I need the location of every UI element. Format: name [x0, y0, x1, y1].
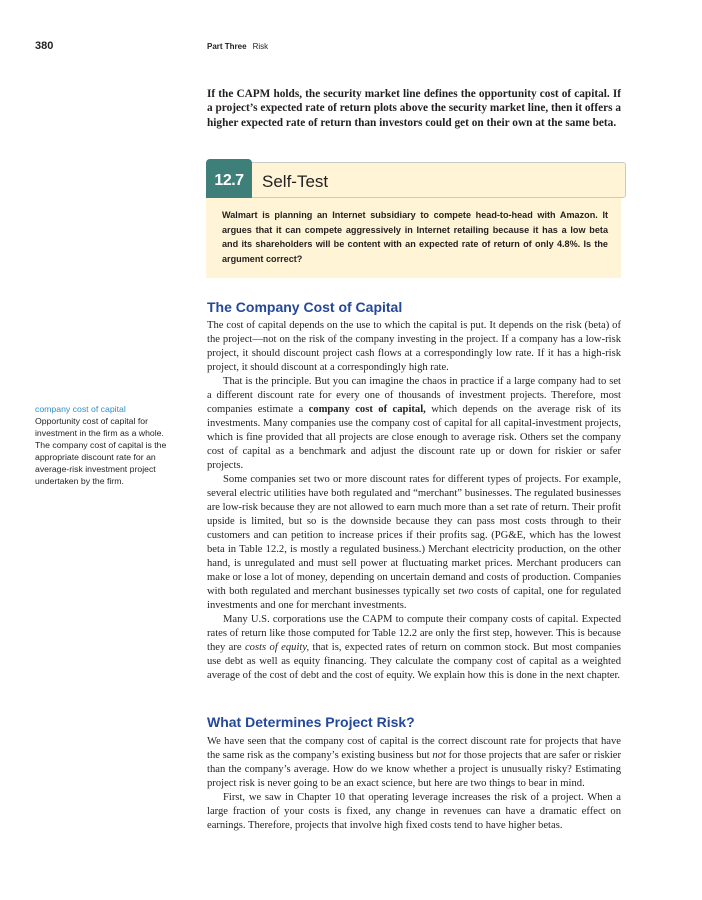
running-head: [207, 42, 268, 51]
emphasis: two: [458, 586, 474, 597]
section-heading-company-cost: The Company Cost of Capital: [207, 299, 403, 315]
page-header: [35, 40, 667, 54]
paragraph: The cost of capital depends on the use to which the capital is put. It depends on the risk (beta) of the project—not on the risk of the company investing in the project. If a company has a low-risk project, it should discount project cash flows at a correspondingly low rate. If it has a high-risk project, it should discount at a correspondingly high rate.: [207, 320, 621, 373]
paragraph: Many U.S. corporations use the CAPM to compute their company costs of capital. Expected rates of return like those computed for Table 12.2 are only the first step, however. This is because they are costs of equity, that is, expected rates of return on common stock. But most companies use debt as well as equity financing. They calculate the company cost of capital as a weighted average of the cost of debt and the cost of equity. We explain how this is done in the next chapter.: [207, 614, 621, 681]
page-number: 380: [35, 40, 54, 52]
paragraph: Some companies set two or more discount rates for different types of projects. For example, several electric utilities have both regulated and “merchant” businesses. The regulated businesses are low-risk because they are not allowed to earn much more than a set rate of return. Their profit upside is limited, but so is the downside because they can pass most costs through to their customers and can petition to increase prices if their profits sag. (PG&E, which has the lowest beta in Table 12.2, is mostly a regulated business.) Merchant electricity production, on the other hand, is unregulated and must sell power at fluctuating market prices. Merchant producers can make or lose a lot of money, depending on uncertain demand and costs of production. Companies with both regulated and merchant businesses typically set two costs of capital, one for regulated investments and one for merchant investments.: [207, 474, 621, 611]
paragraph: That is the principle. But you can imagine the chaos in practice if a large company had to set a different discount rate for every one of thousands of investment projects. Therefore, most companies estimate a company cost of capital, which depends on the average risk of its investments. Many companies use the company cost of capital for all capital-investment projects, which is fine provided that all projects are close enough to average risk. Others set the company cost of capital as a benchmark and adjust the discount rate up or down for riskier or safer projects.: [207, 376, 622, 471]
glossary-definition: Opportunity cost of capital for investment in the firm as a whole. The company cost of capital is the appropriate discount rate for an average-risk investment project undertaken by the firm.: [35, 416, 167, 486]
emphasis: not: [432, 750, 446, 761]
self-test-question: Walmart is planning an Internet subsidiary to compete head-to-head with Amazon. It argues that it can compete aggressively in Internet retailing because it has a low beta and its shareholders will be content with an expected rate of return of only 4.8%. Is the argument correct?: [206, 198, 621, 278]
key-term: company cost of capital,: [308, 404, 426, 415]
section-body-company-cost: [207, 319, 621, 683]
self-test-header: [206, 162, 626, 198]
paragraph: First, we saw in Chapter 10 that operating leverage increases the risk of a project. When a large fraction of your costs is fixed, any change in revenues can have a dramatic effect on earnings. Therefore, projects that involve high fixed costs tend to have higher betas.: [207, 792, 621, 831]
margin-glossary-note: [35, 403, 177, 487]
part-label: Part Three: [207, 42, 247, 51]
intro-paragraph: If the CAPM holds, the security market line defines the opportunity cost of capital. If a project’s expected rate of return plots above the security market line, then it offers a higher expected rate of return than investors could get on their own at the same beta.: [207, 88, 621, 129]
emphasis: costs of equity,: [244, 642, 310, 653]
glossary-term: company cost of capital: [35, 404, 126, 414]
section-heading-project-risk: What Determines Project Risk?: [207, 714, 415, 730]
self-test-number-badge: 12.7: [206, 159, 252, 203]
section-label: Risk: [252, 42, 269, 51]
paragraph: We have seen that the company cost of capital is the correct discount rate for projects that have the same risk as the company’s existing business but not for those projects that are safer or riskier than the company’s average. How do we know whether a project is unusually risky? Estimating project risk is never going to be an exact science, but here are two things to bear in mind.: [207, 736, 621, 789]
section-body-project-risk: [207, 735, 621, 833]
self-test-title: Self-Test: [262, 172, 329, 191]
